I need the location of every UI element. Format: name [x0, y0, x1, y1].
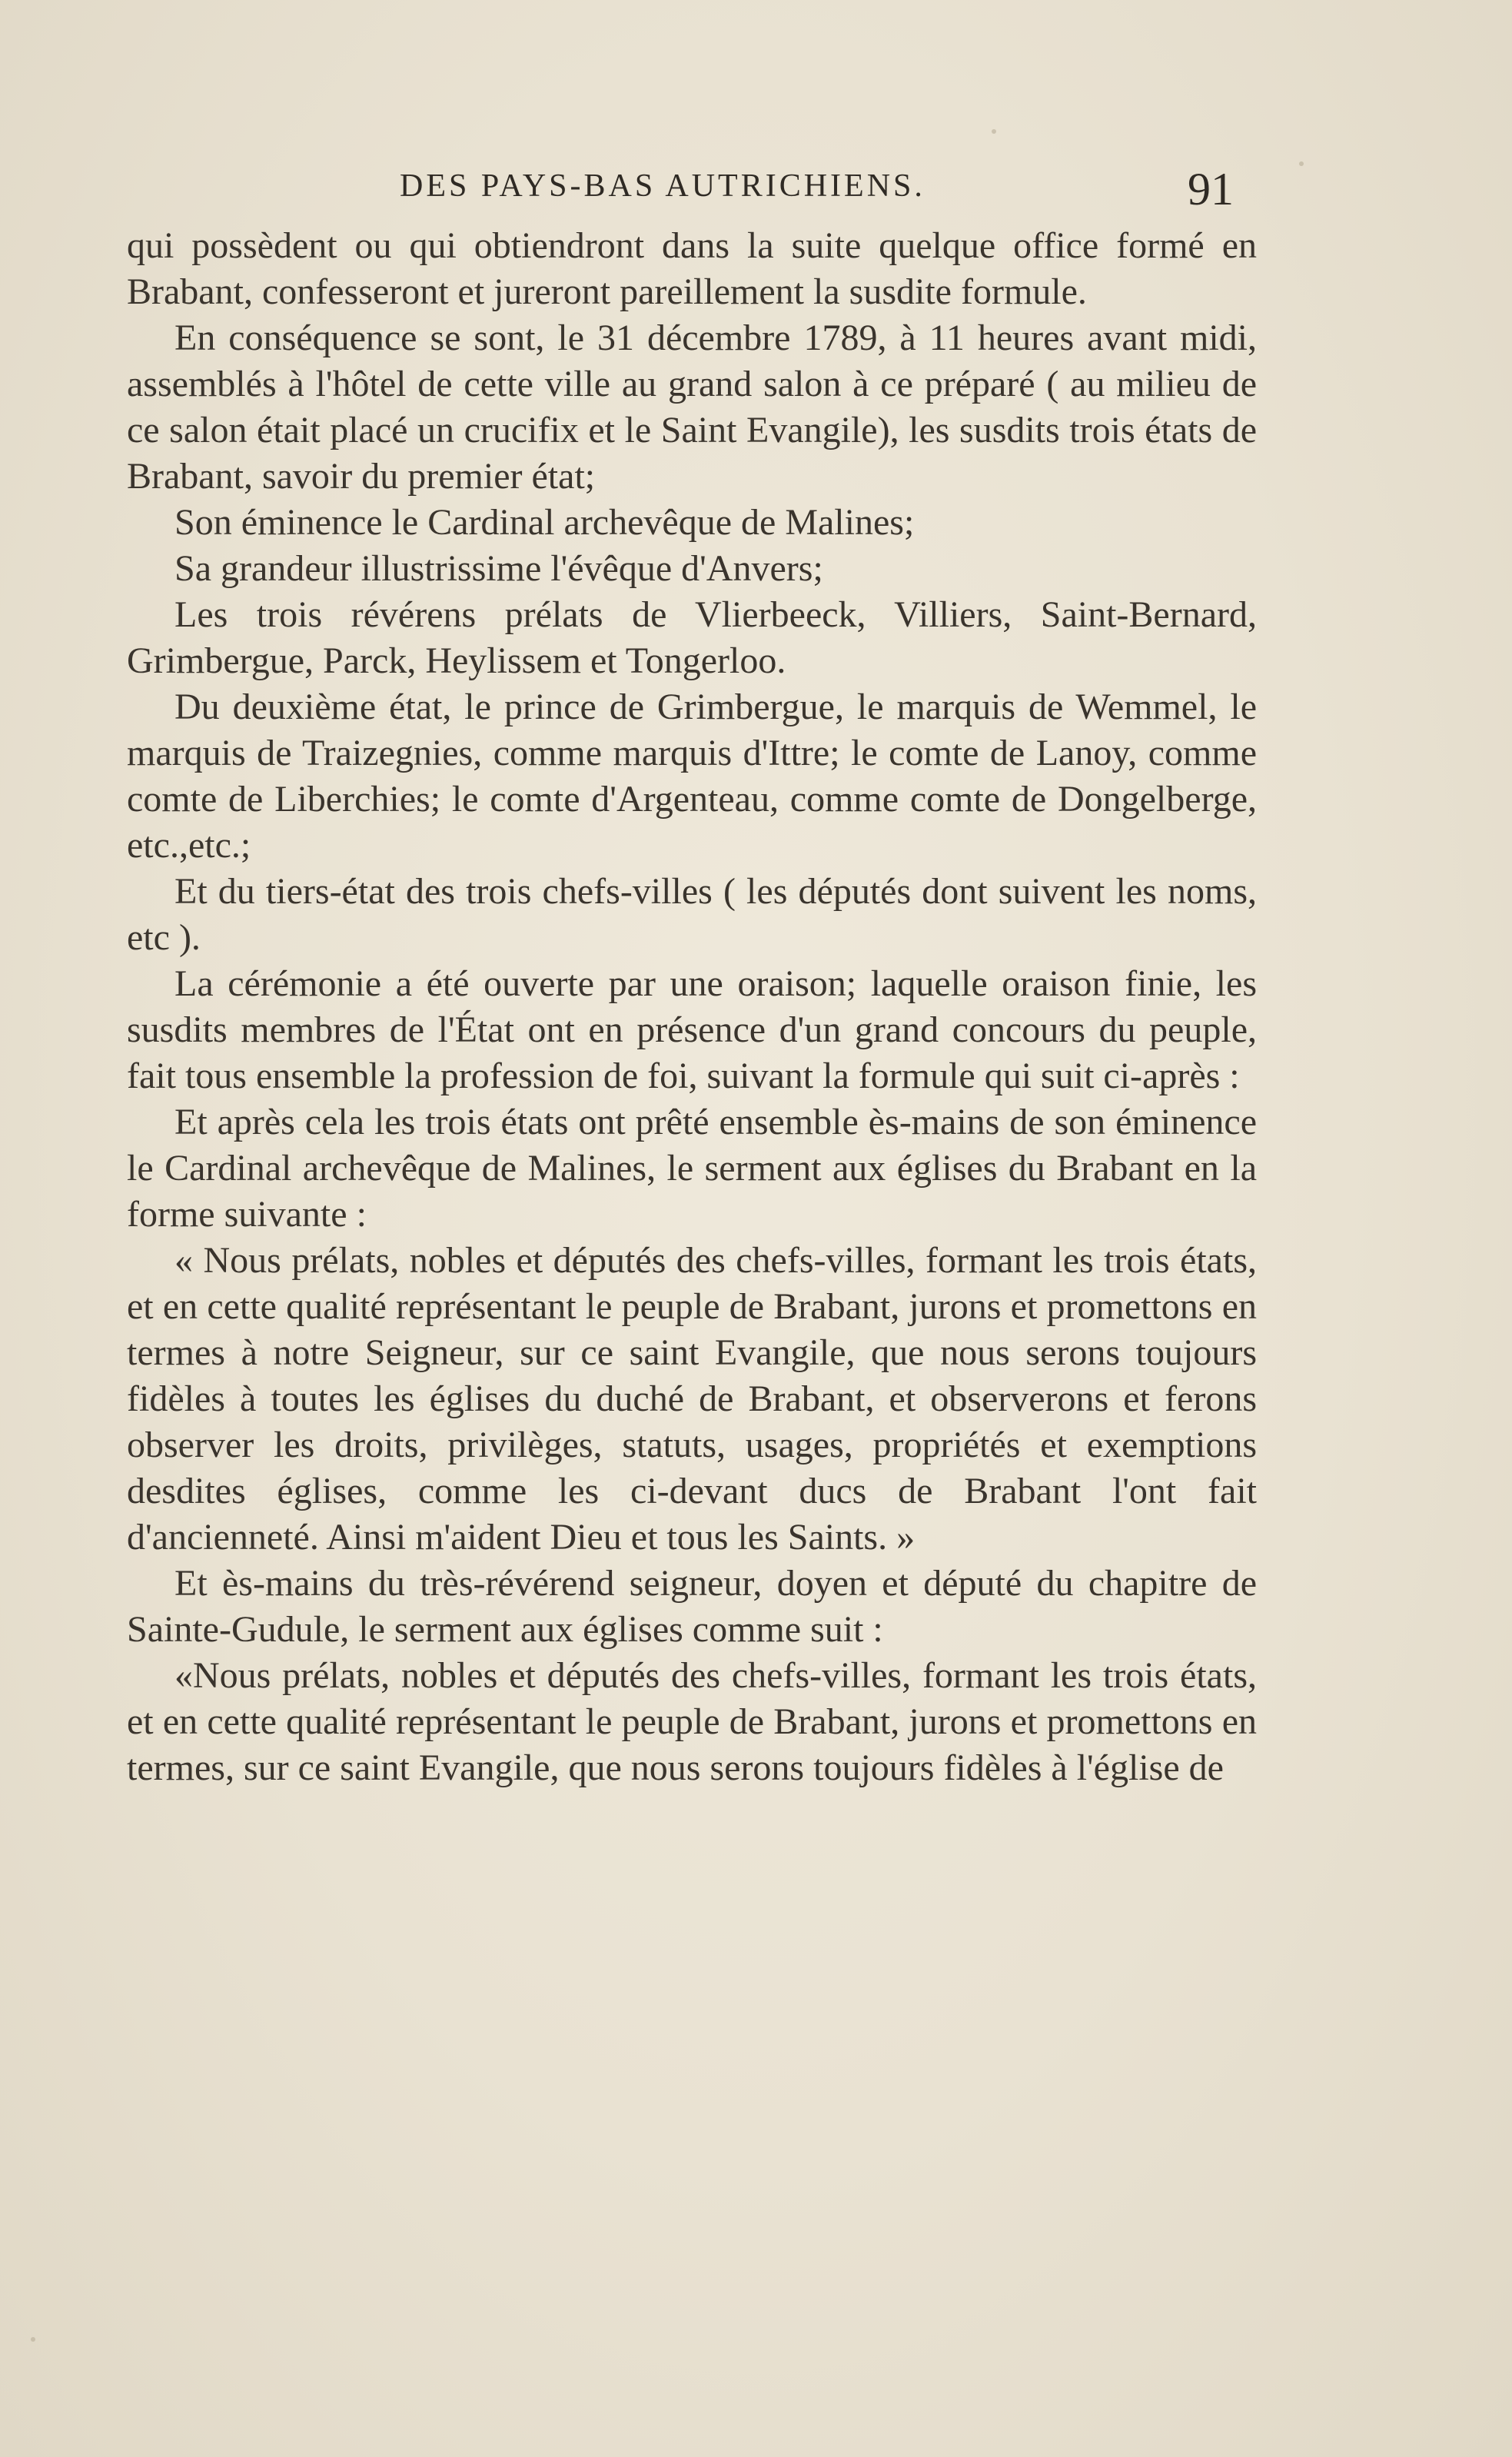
paragraph: « Nous prélats, nobles et députés des chefs-villes, formant les trois états, et en cette qualité représentant le peuple de Brabant, jurons et promettons en termes à notre Seigneur, sur ce saint Evangile, que nous serons toujours fidèles à toutes les églises du duché de Brabant, et observerons et ferons observer les droits, privilèges, statuts, usages, propriétés et exemptions desdites églises, comme les ci-devant ducs de Brabant l'ont fait d'ancienneté. Ainsi m'aident Dieu et tous les Saints. » [127, 1240, 1257, 1558]
page-number: 91 [1188, 164, 1234, 214]
paragraph: qui possèdent ou qui obtiendront dans la suite quelque office formé en Brabant, confesseront et jureront pareillement la susdite formule. [127, 225, 1257, 312]
paragraph: Sa grandeur illustrissime l'évêque d'Anvers; [174, 548, 823, 589]
paper-speckle [31, 2337, 35, 2342]
paragraph: Du deuxième état, le prince de Grimbergue, le marquis de Wemmel, le marquis de Traizegnies, comme marquis d'Ittre; le comte de Lanoy, comme comte de Liberchies; le comte d'Argenteau, comme comte de Dongelberge, etc.,etc.; [127, 687, 1257, 866]
body-text [127, 223, 1257, 1791]
paragraph: Et du tiers-état des trois chefs-villes ( les députés dont suivent les noms, etc ). [127, 871, 1257, 958]
paper-speckle [992, 129, 996, 134]
paragraph: Son éminence le Cardinal archevêque de Malines; [174, 502, 915, 543]
paragraph: La cérémonie a été ouverte par une oraison; laquelle oraison finie, les susdits membres de l'État ont en présence d'un grand concours du peuple, fait tous ensemble la profession de foi, suivant la formule qui suit ci-après : [127, 963, 1257, 1096]
paragraph: Et ès-mains du très-révérend seigneur, doyen et député du chapitre de Sainte-Gudule, le serment aux églises comme suit : [127, 1563, 1257, 1650]
paragraph: «Nous prélats, nobles et députés des chefs-villes, formant les trois états, et en cette qualité représentant le peuple de Brabant, jurons et promettons en termes, sur ce saint Evangile, que nous serons toujours fidèles à l'église de [127, 1655, 1257, 1788]
running-title: DES PAYS-BAS AUTRICHIENS. [400, 168, 925, 204]
paragraph: En conséquence se sont, le 31 décembre 1789, à 11 heures avant midi, assemblés à l'hôtel de cette ville au grand salon à ce préparé ( au milieu de ce salon était placé un crucifix et le Saint Evangile), les susdits trois états de Brabant, savoir du premier état; [127, 318, 1257, 497]
paper-speckle [1299, 161, 1304, 166]
paragraph: Les trois révérens prélats de Vlierbeeck, Villiers, Saint-Bernard, Grimbergue, Parck, Heylissem et Tongerloo. [127, 594, 1257, 681]
paragraph: Et après cela les trois états ont prêté ensemble ès-mains de son éminence le Cardinal archevêque de Malines, le serment aux églises du Brabant en la forme suivante : [127, 1102, 1257, 1235]
